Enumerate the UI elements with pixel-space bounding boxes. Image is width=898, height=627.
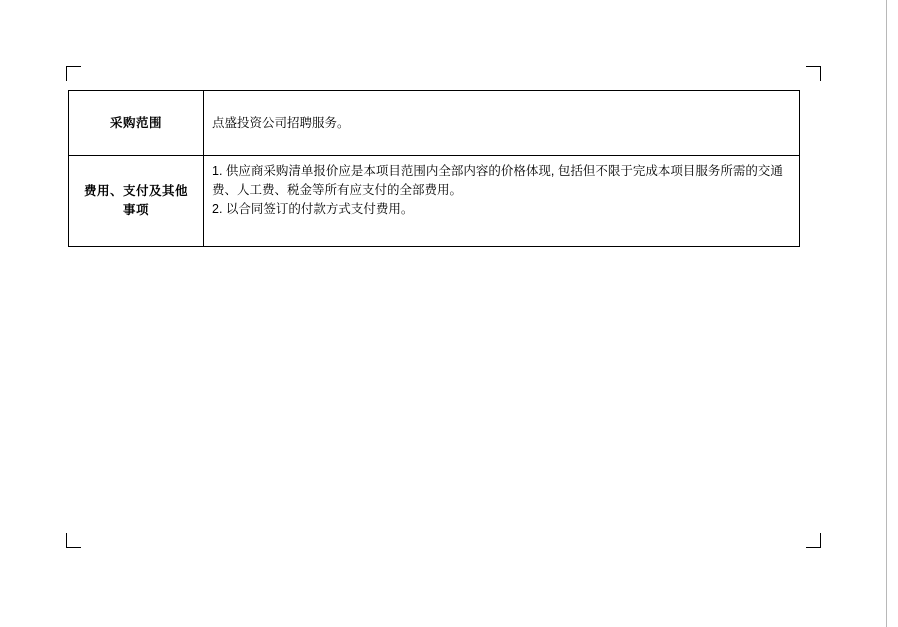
crop-mark-bottom-left [66,533,81,548]
row-label-fee [69,156,204,247]
table-row [69,91,800,156]
page-right-gutter [886,0,898,627]
crop-mark-bottom-right [806,533,821,548]
row-label-fee-line-1: 费用、支付及其他 [83,184,188,199]
fee-text-line-1: 1. 供应商采购清单报价应是本项目范围内全部内容的价格体现, 包括但不限于完成本项目服务所需的交通 [212,164,783,178]
procurement-table [68,90,800,247]
crop-mark-top-left [66,66,81,81]
row-label-scope: 采购范围 [69,91,204,156]
row-value-scope [204,91,800,156]
fee-text-line-2: 费、人工费、税金等所有应支付的全部费用。 [212,182,463,197]
crop-mark-top-right [806,66,821,81]
scope-text: 点盛投资公司招聘服务。 [212,115,350,130]
fee-text-line-3: 2. 以合同签订的付款方式支付费用。 [212,201,414,216]
table-row [69,156,800,247]
row-label-fee-line-2: 事项 [122,203,149,217]
row-value-fee [204,156,800,247]
